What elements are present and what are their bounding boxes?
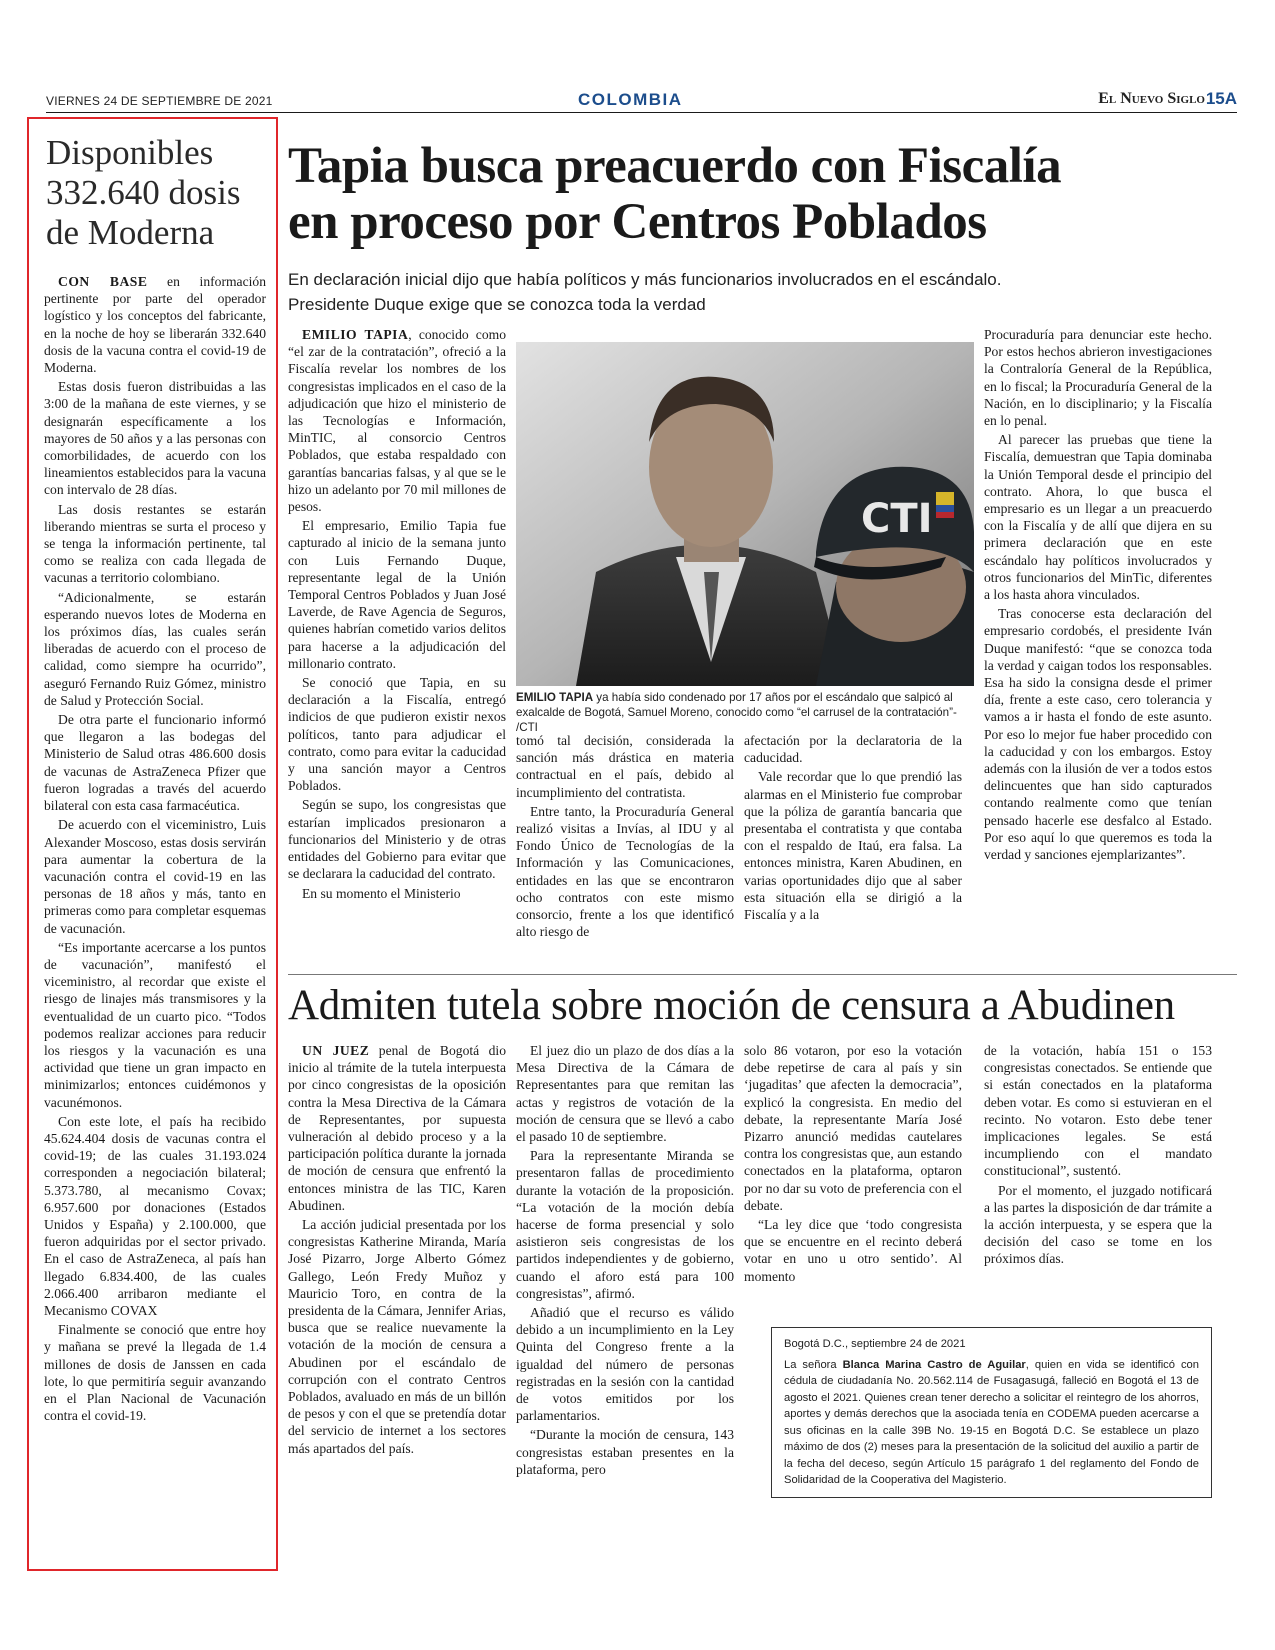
page-number: 15A (1205, 89, 1237, 108)
issue-date: VIERNES 24 DE SEPTIEMBRE DE 2021 (46, 94, 273, 108)
article2-column-3 (744, 1042, 962, 1287)
deck-line: Presidente Duque exige que se conozca toda la verdad (288, 295, 706, 314)
article-paragraph: afectación por la declaratoria de la caducidad. (744, 733, 962, 766)
article-lead: UN JUEZ (302, 1043, 370, 1058)
notice-body (784, 1357, 1199, 1489)
article-paragraph: Vale recordar que lo que prendió las alarmas en el Ministerio fue comprobar que la póliza de garantía bancaria que presentaba el contratista y que contaba con el respaldo de Itaú, era falsa. La entonces ministra, Karen Abudinen, en varias oportunidades dijo que al saber esta situación ella se dirigió a la Fiscalía y a la (744, 769, 962, 923)
sidebar-paragraph: Estas dosis fueron distribuidas a las 3:00 de la mañana de este viernes, y se designarán específicamente a los mayores de 50 años y a las personas con comorbilidades, de acuerdo con los lineamientos establecidos para la vacuna con intervalo de 28 días. (44, 379, 266, 498)
article-paragraph: solo 86 votaron, por eso la votación debe repetirse de cara al país y sin ‘jugaditas’ que afecten la democracia”, explicó la congresista. En medio del debate, la representante María José Pizarro anunció medidas cautelares contra los congresistas que, aun estando conectados en la plataforma, optaron por no dar su voto de preferencia con el debate. (744, 1043, 962, 1213)
notice-text: La señora (784, 1358, 843, 1371)
sidebar-paragraph (44, 273, 266, 376)
article-paragraph: El empresario, Emilio Tapia fue capturado al inicio de la semana junto con Luis Fernando Duque, representante legal de la Unión Temporal Centros Poblados y Juan José Laverde, de Rave Agencia de Seguros, quienes habrían cometido varios delitos para hacerse a la adjudicación del millonario contrato. (288, 518, 506, 671)
main-headline (288, 138, 1208, 250)
sidebar-text: en información pertinente por parte del operador logístico y los conceptos del fabricante, en la noche de hoy se liberarán 332.640 dosis de la vacuna contra el covid-19 de Moderna. (44, 274, 266, 376)
header-rule (46, 112, 1237, 113)
deck-line: En declaración inicial dijo que había políticos y más funcionarios involucrados en el escándalo. (288, 270, 1002, 289)
article-text: , conocido como “el zar de la contratación”, ofreció a la Fiscalía revelar los nombres de los congresistas implicados en el caso de la adjudicación que hizo el ministerio de las Tecnologías e Información, MinTIC, al consorcio Centros Poblados, que estaba respaldado con garantías bancarias falsas, y al que se le hizo un adelanto por 70 mil millones de pesos. (288, 327, 506, 515)
article-paragraph: Añadió que el recurso es válido debido a un incumplimiento en la Ley Quinta del Congreso frente a la igualdad del número de personas registradas en la sesión con la cantidad de votos emitidos por los parlamentarios. (516, 1305, 734, 1424)
sidebar-headline-line: de Moderna (46, 213, 215, 252)
article-paragraph (288, 326, 506, 515)
death-notice-box (771, 1327, 1212, 1498)
article-paragraph: Al parecer las pruebas que tiene la Fiscalía, demuestran que Tapia dominaba la Unión Temporal desde el principio del contrato. Ahora, lo que busca el empresario es un llegar a un preacuerdo con la Fiscalía y de allí que dijera en su primera declaración que en este escándalo hay políticos involucrados y otros funcionarios del MinTic, diferentes a los hasta ahora vinculados. (984, 432, 1212, 603)
article-paragraph: La acción judicial presentada por los congresistas Katherine Miranda, María José Pizarro, Jorge Alberto Gómez Gallego, León Fredy Muñoz y Mauricio Toro, en contra de la presidenta de la Cámara, Jennifer Arias, busca que se realice nuevamente la votación de la moción de censura a Abudinen por el escándalo de corrupción con el contrato Centros Poblados, avaluado en más de un billón de pesos y con el que se pretendía dotar del servicio de internet a los sectores más apartados del país. (288, 1217, 506, 1456)
main-headline-line: Tapia busca preacuerdo con Fiscalía (288, 138, 1062, 194)
main-deck (288, 267, 1208, 317)
main-headline-line: en proceso por Centros Poblados (288, 194, 987, 250)
article1-column-2 (516, 732, 734, 942)
article-paragraph: “Durante la moción de censura, 143 congresistas estaban presentes en la plataforma, pero (516, 1427, 734, 1477)
photo-illustration (516, 342, 974, 686)
article1-column-4 (984, 326, 1212, 865)
article-paragraph: Tras conocerse esta declaración del empresario cordobés, el presidente Iván Duque manifestó: “que se conozca toda la verdad y caigan todos los responsables. Esa ha sido la consigna desde el primer día, frente a este caso, cero tolerancia y vamos a ir hasta el fondo de este asunto. Por eso lo mejor fue haber procedido con la caducidad y con los embargos. Estoy además con la ilusión de ver a todos estos delincuentes que han sido capturados contando realmente como que tenían pensado hacerle ese desfalco al Estado. Por eso aquí lo que queremos es toda la verdad y sanciones ejemplarizantes”. (984, 606, 1212, 863)
article2-column-2 (516, 1042, 734, 1480)
article-paragraph: Se conoció que Tapia, en su declaración a la Fiscalía, entregó indicios de que pudieron existir nexos políticos, tanto para adjudicar el contrato, como para evitar la caducidad y una sanción mayor a Centros Poblados. (288, 675, 506, 794)
section-name: COLOMBIA (578, 90, 683, 109)
sidebar-lead: CON BASE (58, 274, 148, 289)
article-paragraph: “La ley dice que ‘todo congresista que se encuentre en el recinto deberá votar en uno u otro sentido’. Al momento (744, 1217, 962, 1284)
article1-column-1 (288, 326, 506, 904)
sidebar-paragraph: Las dosis restantes se estarán liberando mientras se surta el proceso y se tenga la información pertinente, tal como se realiza con cada llegada de vacunas a territorio colombiano. (44, 501, 266, 586)
article-paragraph: tomó tal decisión, considerada la sanción más drástica en materia contractual en el país, debido al incumplimiento del contratista. (516, 733, 734, 800)
sidebar-paragraph: De otra parte el funcionario informó que llegaron a las bodegas del Ministerio de Salud otras 486.600 dosis de vacunas de AstraZeneca Pfizer que fueron logradas a través del acuerdo bilateral con esta casa farmacéutica. (44, 712, 266, 814)
sidebar-paragraph: Con este lote, el país ha recibido 45.624.404 dosis de vacunas contra el covid-19; de las cuales 31.193.024 corresponden a negociación bilateral; 5.373.780, al mecanismo Covax; 6.957.600 por donaciones (Estados Unidos y España) y 2.100.000, que fueron adquiridas por el sector privado. En el caso de AstraZeneca, al país han llegado 6.834.400, de las cuales 2.066.400 arribaron mediante el Mecanismo COVAX (44, 1113, 266, 1318)
secondary-headline: Admiten tutela sobre moción de censura a Abudinen (288, 982, 1175, 1029)
news-photo (516, 342, 974, 686)
photo-caption (516, 690, 972, 735)
article2-column-4 (984, 1042, 1212, 1270)
notice-text: , quien en vida se identificó con cédula de ciudadanía No. 20.562.114 de Fusagasugá, falleció en Bogotá el 13 de agosto el 2021. Quienes crean tener derecho a solicitar el reintegro de los ahorros, aportes y demás derechos que la asociada tenía en CODEMA pueden acercarse a sus oficinas en la calle 39B No. 19-15 en Bogotá D.C. Se establece un plazo máximo de dos (2) meses para la presentación de la solicitud del auxilio a partir de la fecha del deceso, según Artículo 15 parágrafo 1 del reglamento del Fondo de Solidaridad de la Cooperativa del Magisterio. (784, 1358, 1199, 1486)
sidebar-paragraph: “Es importante acercarse a los puntos de vacunación”, manifestó el viceministro, al recordar que existe el riesgo de linajes más transmisores y la eventualidad de un cuarto pico. “Todos podemos realizar acciones para reducir los riesgos y la vacunación es una actividad que tiene un gran impacto en minimizarlos; entonces cuidémonos y vacunémonos. (44, 939, 266, 1110)
article-paragraph: El juez dio un plazo de dos días a la Mesa Directiva de la Cámara de Representantes para que remitan las actas y registros de votación de la moción de censura que se llevó a cabo el pasado 10 de septiembre. (516, 1043, 734, 1145)
section-divider (288, 974, 1237, 975)
sidebar-headline-line: 332.640 dosis (46, 173, 241, 212)
notice-name: Blanca Marina Castro de Aguilar (842, 1358, 1026, 1371)
sidebar-headline-line: Disponibles (46, 133, 214, 172)
article-paragraph: Según se supo, los congresistas que estarían implicados presionaron a funcionarios del Ministerio y de otras entidades del Gobierno para evitar que se declarara la caducidad del contrato. (288, 797, 506, 882)
sidebar-paragraph: “Adicionalmente, se estarán esperando nuevos lotes de Moderna en los próximos días, las cuales serán liberadas de acuerdo con el proceso de calidad, como siempre ha ocurrido”, aseguró Fernando Ruiz Gómez, ministro de Salud y Protección Social. (44, 589, 266, 708)
sidebar-body (44, 273, 266, 1426)
article-paragraph: Procuraduría para denunciar este hecho. Por estos hechos abrieron investigaciones la Contraloría General de la República, en lo fiscal; la Procuraduría General de la Nación, en lo disciplinario; y la Fiscalía en lo penal. (984, 327, 1212, 429)
article2-column-1 (288, 1042, 506, 1459)
article-paragraph: Entre tanto, la Procuraduría General realizó visitas a Invías, al IDU y al Fondo Único de Tecnologías de la Información y las Comunicaciones, entidades en las que se encontraron ocho contratos con este mismo consorcio, frente a los que identificó alto riesgo de (516, 803, 734, 940)
article-lead: EMILIO TAPIA (302, 327, 409, 342)
article-paragraph (288, 1042, 506, 1214)
newspaper-brand: El Nuevo Siglo (1098, 90, 1205, 107)
sidebar-paragraph: Finalmente se conoció que entre hoy y mañana se prevé la llegada de 1.4 millones de dosis de Janssen en cada lote, lo que permitiría seguir avanzando en el Plan Nacional de Vacunación contra el covid-19. (44, 1322, 266, 1424)
article-paragraph: Por el momento, el juzgado notificará a las partes la disposición de dar trámite a la acción interpuesta, y se espera que la decisión del caso se tome en los próximos días. (984, 1182, 1212, 1267)
sidebar-headline (46, 133, 266, 253)
notice-date: Bogotá D.C., septiembre 24 de 2021 (784, 1338, 966, 1350)
article-paragraph: Para la representante Miranda se presentaron fallas de procedimiento durante la votación de la proposición. “La votación de la moción debía hacerse de forma presencial y solo asistieron seis congresistas de los partidos independientes y de gobierno, cuando el aforo está para 100 congresistas”, afirmó. (516, 1148, 734, 1301)
sidebar-paragraph: De acuerdo con el viceministro, Luis Alexander Moscoso, estas dosis servirán para aumentar la cobertura de la vacunación contra el covid-19 en las personas de 18 años y más, tanto en primeras como para completar esquemas de vacunación. (44, 817, 266, 936)
article-paragraph: En su momento el Ministerio (302, 885, 461, 901)
cap-badge-text: CTI (861, 496, 933, 542)
caption-lead: EMILIO TAPIA (516, 691, 594, 704)
caption-text: ya había sido condenado por 17 años por el escándalo que salpicó al exalcalde de Bogotá, Samuel Moreno, conocido como “el carrusel de la contratación”- /CTI (516, 691, 957, 734)
article1-column-3 (744, 732, 962, 925)
article-text: penal de Bogotá dio inicio al trámite de la tutela interpuesta por cinco congresistas de la oposición contra la Mesa Directiva de la Cámara de Representantes, por supuesta vulneración al debido proceso y a la participación política durante la jornada de moción de censura que enfrentó la entonces ministra de las TIC, Karen Abudinen. (288, 1043, 506, 1213)
article-paragraph: de la votación, había 151 o 153 congresistas conectados. Se entiende que si están conectados en la plataforma deben votar. Es como si estuvieran en el recinto. No votaron. Esto debe tener implicaciones legales. Se está incumpliendo con el mandato constitucional”, sustentó. (984, 1043, 1212, 1179)
